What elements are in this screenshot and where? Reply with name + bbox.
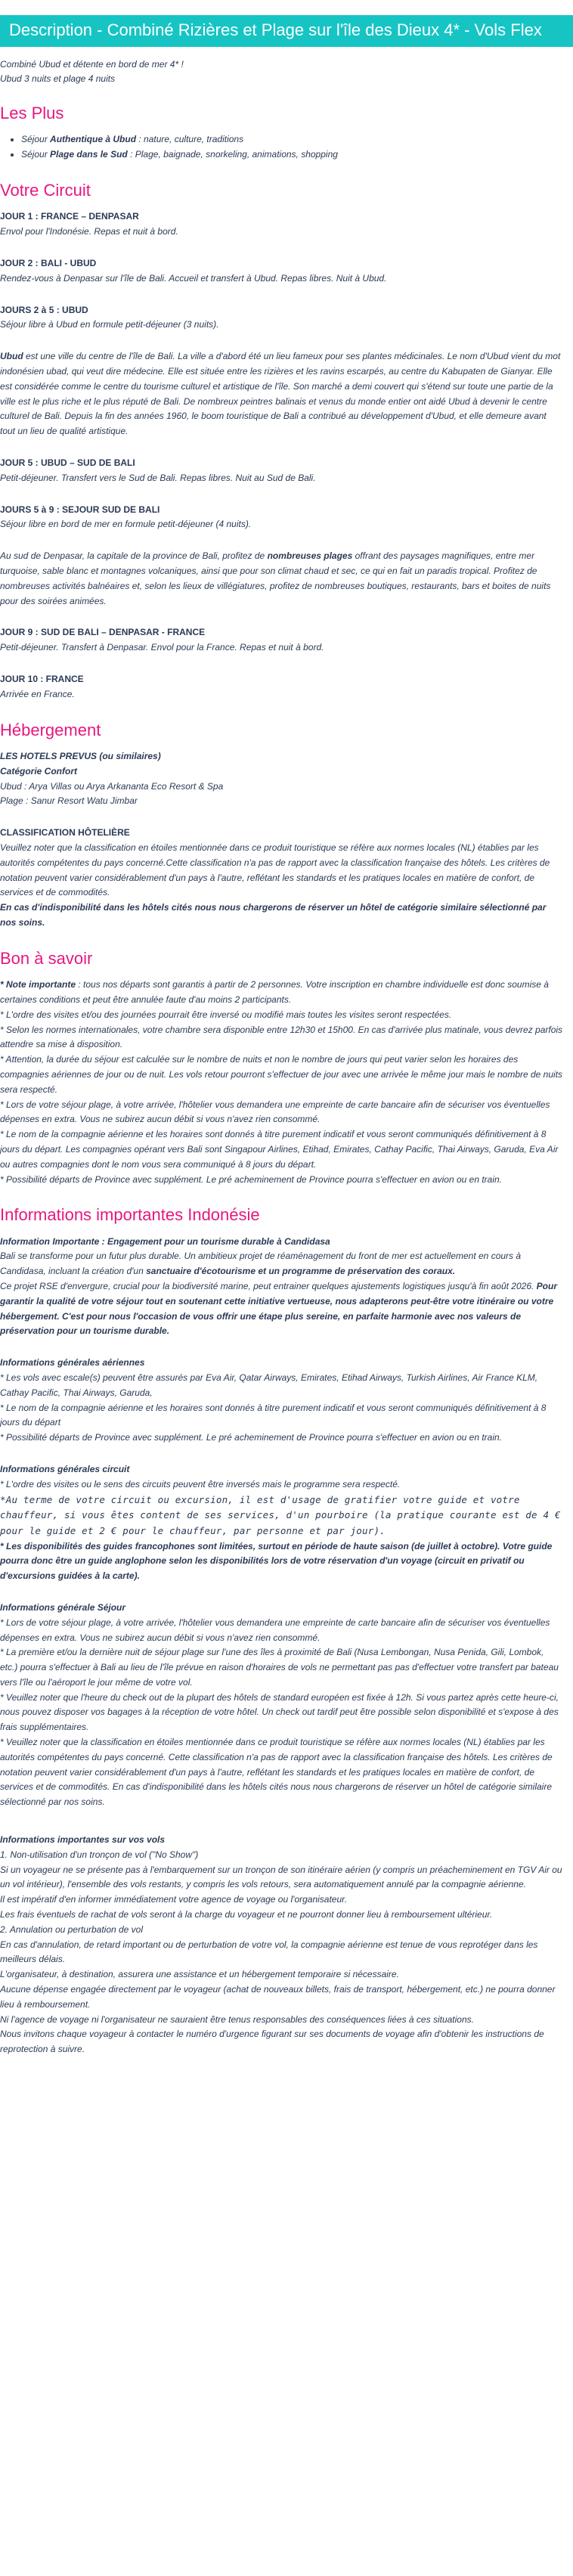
day-title: JOUR 1 : FRANCE – DENPASAR [0, 211, 139, 222]
les-plus-list [0, 132, 564, 163]
hotel-ubud: Ubud : Arya Villas ou Arya Arkananta Eco Resort & Spa [0, 780, 224, 792]
section-heading-bon-a-savoir: Bon à savoir [0, 948, 93, 968]
intro-line: Combiné Ubud et détente en bord de mer 4* ! [0, 58, 184, 70]
day-title: JOURS 2 à 5 : UBUD [0, 304, 88, 315]
info-line: * Le nom de la compagnie aérienne et les horaires sont donnés à titre purement indicatif et vous seront communiqués définitivement à 8 jours du départ [0, 1402, 547, 1428]
engagement-title: Information Importante : Engagement pour un tourisme durable à Candidasa [0, 1235, 330, 1247]
info-line: L'organisateur, à destination, assurera une assistance et un hébergement temporaire si nécessaire. [0, 1969, 399, 1980]
day-title: JOURS 5 à 9 : SEJOUR SUD DE BALI [0, 504, 160, 515]
info-line: Il est impératif d'en informer immédiatement votre agence de voyage ou l'organisateur. [0, 1894, 348, 1905]
info-line: Aucune dépense engagée directement par le voyageur (achat de nouveaux billets, frais de transport, hébergement, etc.) ne pourra donner lieu à remboursement. [0, 1984, 556, 2010]
day-text: Séjour libre à Ubud en formule petit-déjeuner (3 nuits). [0, 319, 219, 330]
sejour-title: Informations générale Séjour [0, 1601, 126, 1613]
info-line: * L'ordre des visites ou le sens des circuits peuvent être inversés mais le programme sera respecté. [0, 1478, 401, 1489]
section-heading-les-plus: Les Plus [0, 104, 64, 123]
hotels-category: Catégorie Confort [0, 765, 77, 777]
day-text: Envol pour l'Indonésie. Repas et nuit à bord. [0, 226, 178, 237]
day-text: Séjour libre en bord de mer en formule petit-déjeuner (4 nuits). [0, 519, 252, 530]
info-line: Nous invitons chaque voyageur à contacter le numéro d'urgence figurant sur ses documents de voyage afin d'obtenir les instructions de reprotection à suivre. [0, 2029, 544, 2055]
content [0, 57, 573, 2058]
info-line: * La première et/ou la dernière nuit de séjour plage sur l'une des îles à proximité de Bali (Nusa Lembongan, Nusa Penida, Gili, Lombok, etc.) pourra s'effectuer à Bali au lieu de l'île prévue en raison d'horaires de vols ne permettant pas pas d'effectuer votre transfert par bateau vers l'île ou l'aéroport le jour même de votre vol. [0, 1647, 559, 1688]
info-line: 1. Non-utilisation d'un tronçon de vol ("No Show") [0, 1849, 199, 1860]
intro-line: Ubud 3 nuits et plage 4 nuits [0, 73, 116, 85]
hotels-title: LES HOTELS PREVUS (ou similaires) [0, 750, 161, 761]
ubud-description: Ubud est une ville du centre de l'île de Bali. La ville a d'abord été un lieu fameux pour ses plantes médicinales. Le nom d'Ubud vient du mot indonésien ubad, qui veut dire médecine. Elle est située entre les rizières et les ravins escarpés, au centre du Kabupaten de Gianyar. Elle est considérée comme le centre du tourisme culturel et artistique de l'île. Son marché a demi couvert qui s'étend sur toute une partie de la ville est le plus riche et le plus réputé de Bali. De nombreux peintres balinais et venus du monde entier ont aidé Ubud à devenir le centre culturel de Bali. Depuis la fin des années 1960, le boom touristique de Bali a contribué au développement d'Ubud, et elle demeure avant tout un lieu de qualité artistique. [0, 351, 561, 437]
info-line: * Veuillez noter que l'heure du check out de la plupart des hôtels de standard européen est fixée à 12h. Si vous partez après cette heure-ci, nous pouvez disposer vos bagages à la réception de votre hôtel. Un check out tardif peut être possible selon disponibilité et s'expose à des frais supplémentaires. [0, 1691, 559, 1733]
circuit-info-title: Informations générales circuit [0, 1464, 130, 1475]
info-line: En cas d'annulation, de retard important ou de perturbation de votre vol, la compagnie aérienne est tenue de vous reprotéger dans les meilleurs délais. [0, 1939, 538, 1965]
vols-title: Informations importantes sur vos vols [0, 1834, 166, 1846]
day-text: Rendez-vous à Denpasar sur l'île de Bali. Accueil et transfert à Ubud. Repas libres. Nuit à Ubud. [0, 272, 387, 284]
day-text: Petit-déjeuner. Transfert à Denpasar. Envol pour la France. Repas et nuit à bord. [0, 642, 324, 653]
list-item: • Séjour Authentique à Ubud : nature, culture, traditions [21, 132, 564, 147]
info-line: 2. Annulation ou perturbation de vol [0, 1923, 144, 1935]
classification-text: Veuillez noter que la classification en étoiles mentionnée dans ce produit touristique se réfère aux normes locales (NL) établies par les autorités compétentes du pays concerné.Cette classification n'a pas de rapport avec la classification française des hôtels. Les critères de notation peuvent varier considérablement d'un pays à l'autre, reflétant les standards et les pratiques locales en matière de confort, de services et de commodités. [0, 842, 550, 898]
list-item: • Séjour Plage dans le Sud : Plage, baignade, snorkeling, animations, shopping [21, 147, 564, 163]
section-heading-infos: Informations importantes Indonésie [0, 1205, 260, 1225]
info-line: * Possibilité départs de Province avec supplément. Le pré acheminement de Province pourra s'effectuer en avion ou en train. [0, 1432, 503, 1443]
section-heading-hebergement: Hébergement [0, 720, 101, 739]
info-line: Ni l'agence de voyage ni l'organisateur ne sauraient être tenus responsables des conséquences liées à ces situations. [0, 2013, 474, 2025]
day-title: JOUR 9 : SUD DE BALI – DENPASAR - FRANCE [0, 627, 206, 638]
classification-note: En cas d'indisponibilité dans les hôtels cités nous nous chargerons de réserver un hôtel de catégorie similaire sélectionné par nos soins. [0, 902, 547, 928]
day-text: Arrivée en France. [0, 688, 75, 699]
info-line: * Attention, la durée du séjour est calculée sur le nombre de nuits et non le nombre de jours qui peut varier selon les horaires des compagnies aériennes de jour ou de nuit. Les vols retour pourront s'effectuer de jour avec une arrivée le même jour mais le nombre de nuits sera respecté. [0, 1054, 563, 1095]
section-heading-circuit: Votre Circuit [0, 181, 91, 200]
hotel-plage: Plage : Sanur Resort Watu Jimbar [0, 795, 138, 807]
page-title: Description - Combiné Rizières et Plage sur l'île des Dieux 4* - Vols Flex [0, 15, 573, 47]
info-line: * Les vols avec escale(s) peuvent être assurés par Eva Air, Qatar Airways, Emirates, Etihad Airways, Turkish Airlines, Air France KLM, Cathay Pacific, Thai Airways, Garuda, [0, 1372, 538, 1398]
info-line: * Lors de votre séjour plage, à votre arrivée, l'hôtelier vous demandera une empreinte de carte bancaire afin de sécuriser vos éventuelles dépenses en extra. Vous ne subirez aucun débit si vous n'avez rien consommé. [0, 1617, 550, 1643]
info-line: Les frais éventuels de rachat de vols seront à la charge du voyageur et ne pourront donner lieu à remboursement ultérieur. [0, 1909, 493, 1920]
info-line: * Lors de votre séjour plage, à votre arrivée, l'hôtelier vous demandera une empreinte de carte bancaire afin de sécuriser vos éventuelles dépenses en extra. Vous ne subirez aucun débit si vous n'avez rien consommé. [0, 1099, 550, 1125]
info-line: * Possibilité départs de Province avec supplément. Le pré acheminement de Province pourra s'effectuer en avion ou en train. [0, 1173, 503, 1185]
pourboire-line: *Au terme de votre circuit ou excursion, il est d'usage de gratifier votre guide et votre chauffeur, si vous êtes content de ses services, d'un pourboire (la pratique courante est de 4 € pour le guide et 2 € pour le chauffeur, par personne et par jour). [0, 1493, 561, 1536]
classification-title: CLASSIFICATION HÔTELIÈRE [0, 827, 130, 839]
day-text: Petit-déjeuner. Transfert vers le Sud de Bali. Repas libres. Nuit au Sud de Bali. [0, 472, 316, 483]
info-line: * Le nom de la compagnie aérienne et les horaires sont donnés à titre purement indicatif et vous seront communiqués définitivement à 8 jours du départ. Les compagnies opérant vers Bali sont Singapour Airlines, Etihad, Emirates, Cathay Pacific, Thai Airways, Garuda, Eva Air ou autres compagnies dont le nom vous sera communiqué à 8 jours du départ. [0, 1129, 559, 1170]
info-line: Si un voyageur ne se présente pas à l'embarquement sur un tronçon de son itinéraire aérien (y compris un préacheminement en TGV Air ou un vol intérieur), l'ensemble des vols restants, y compris les vols retours, sera automatiquement annulé par la compagnie aérienne. [0, 1864, 562, 1890]
day-title: JOUR 5 : UBUD – SUD DE BALI [0, 457, 135, 469]
engagement-text: Bali se transforme pour un futur plus durable. Un ambitieux projet de réaménagement du front de mer est actuellement en cours à Candidasa, incluant la création d'un sanctuaire d'écotourisme et un programme de préservation des coraux. [0, 1251, 522, 1277]
note-importante: * Note importante : tous nos départs sont garantis à partir de 2 personnes. Votre inscription en chambre individuelle est donc soumise à certaines conditions et peut être annulée faute d'au moins 2 participants. [0, 979, 549, 1005]
info-line: * Selon les normes internationales, votre chambre sera disponible entre 12h30 et 15h00. En cas d'arrivée plus matinale, vous devrez parfois attendre sa mise à disposition. [0, 1024, 563, 1050]
day-title: JOUR 10 : FRANCE [0, 674, 84, 684]
info-line: * L'ordre des visites et/ou des journées pourrait être inversé ou modifié mais toutes les visites seront respectées. [0, 1009, 452, 1020]
sud-description: Au sud de Denpasar, la capitale de la province de Bali, profitez de nombreuses plages offrant des paysages magnifiques, entre mer turquoise, sable blanc et montagnes volcaniques, ainsi que pour son climat chaud et sec, ce qui en fait un paradis tropical. Profitez de nombreuses activités balnéaires et, selon les lieux de villégiatures, profitez de nombreuses boutiques, restaurants, bars et boites de nuits pour des soirées animées. [0, 550, 551, 606]
aeriennes-title: Informations générales aériennes [0, 1357, 145, 1369]
day-title: JOUR 2 : BALI - UBUD [0, 258, 97, 269]
guides-line: * Les disponibilités des guides francophones sont limitées, surtout en période de haute saison (de juillet à octobre). Votre guide pourra donc être un guide anglophone selon les disponibilités lors de votre réservation d'un voyage (circuit en privatif ou d'excursions guidées à la carte). [0, 1540, 553, 1582]
rse-text: Ce projet RSE d'envergure, crucial pour la biodiversité marine, peut entrainer quelques ajustements logistiques jusqu'à fin août 2026. Pour garantir la qualité de votre séjour tout en soutenant cette initiative vertueuse, nous adapterons peut-être votre itinéraire ou votre hébergement. C'est pour nous l'occasion de vous offrir une étape plus sereine, en parfaite harmonie avec nos valeurs de préservation pour un tourisme durable. [0, 1281, 558, 1337]
info-line: * Veuillez noter que la classification en étoiles mentionnée dans ce produit touristique se réfère aux normes locales (NL) établies par les autorités compétentes du pays concerné. Cette classification n'a pas de rapport avec la classification française des hôtels. Les critères de notation peuvent varier considérablement d'un pays à l'autre, reflétant les standards et les pratiques locales en matière de confort, de services et de commodités. En cas d'indisponibilité dans les hôtels cités nous nous chargerons de réserver un hôtel de catégorie similaire sélectionné par nos soins. [0, 1737, 553, 1808]
